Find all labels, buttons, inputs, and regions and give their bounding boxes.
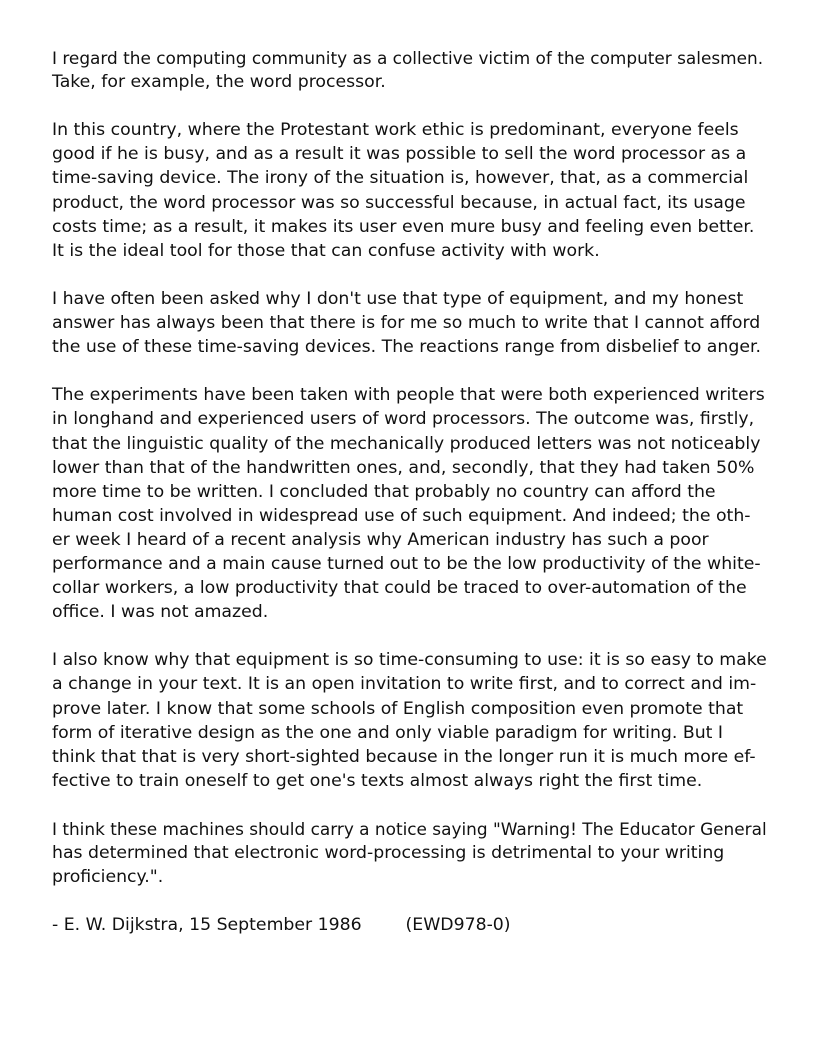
text-line: human cost involved in widespread use of such equipment. And indeed; the oth-: [52, 505, 751, 526]
text-line: think that that is very short-sighted because in the longer run it is much more ef-: [52, 746, 756, 767]
signature-gap: [362, 915, 406, 935]
paragraph: [52, 817, 768, 889]
text-line: that the linguistic quality of the mechanically produced letters was not noticeably: [52, 433, 761, 454]
document-reference: (EWD978-0): [405, 915, 511, 936]
text-line: performance and a main cause turned out to be the low productivity of the white-: [52, 553, 761, 574]
text-line: in longhand and experienced users of word processors. The outcome was, firstly,: [52, 409, 755, 430]
text-line: I think these machines should carry a notice saying "Warning! The Educator General: [52, 819, 767, 839]
paragraph-list: [52, 46, 768, 889]
text-line: more time to be written. I concluded that probably no country can afford the: [52, 481, 716, 502]
text-line: a change in your text. It is an open invitation to write first, and to correct and im-: [52, 674, 757, 695]
text-line: Take, for example, the word processor.: [52, 72, 386, 93]
text-line: It is the ideal tool for those that can confuse activity with work.: [52, 240, 600, 261]
text-line: I also know why that equipment is so time-consuming to use: it is so easy to make: [52, 650, 767, 671]
text-line: I have often been asked why I don't use that type of equipment, and my honest: [52, 288, 744, 309]
text-line: collar workers, a low productivity that could be traced to over-automation of the: [52, 578, 747, 599]
signature: - E. W. Dijkstra, 15 September 1986: [52, 915, 362, 936]
text-line: er week I heard of a recent analysis why American industry has such a poor: [52, 529, 709, 550]
signature-line: [52, 913, 768, 937]
paragraph: [52, 118, 768, 263]
paragraph: [52, 46, 768, 94]
text-line: form of iterative design as the one and only viable paradigm for writing. But I: [52, 722, 724, 743]
text-line: product, the word processor was so successful because, in actual fact, its usage: [52, 192, 746, 213]
text-line: answer has always been that there is for me so much to write that I cannot afford: [52, 313, 761, 334]
text-line: time-saving device. The irony of the situation is, however, that, as a commercial: [52, 168, 749, 189]
text-line: fective to train oneself to get one's texts almost always right the first time.: [52, 770, 703, 791]
text-line: the use of these time-saving devices. The reactions range from disbelief to anger.: [52, 337, 761, 358]
text-line: lower than that of the handwritten ones, and, secondly, that they had taken 50%: [52, 457, 755, 478]
text-line: proficiency.".: [52, 867, 164, 888]
text-line: office. I was not amazed.: [52, 602, 269, 623]
document-body: [52, 46, 768, 937]
paragraph: [52, 287, 768, 359]
text-line: prove later. I know that some schools of English composition even promote that: [52, 698, 744, 719]
text-line: costs time; as a result, it makes its user even mure busy and feeling even better.: [52, 216, 755, 237]
text-line: has determined that electronic word-processing is detrimental to your writing: [52, 843, 725, 864]
text-line: good if he is busy, and as a result it was possible to sell the word processor as a: [52, 144, 747, 165]
paragraph: [52, 383, 768, 624]
text-line: The experiments have been taken with people that were both experienced writers: [52, 385, 765, 406]
text-line: I regard the computing community as a collective victim of the computer salesmen.: [52, 48, 764, 68]
text-line: In this country, where the Protestant work ethic is predominant, everyone feels: [52, 120, 739, 141]
paragraph: [52, 648, 768, 793]
